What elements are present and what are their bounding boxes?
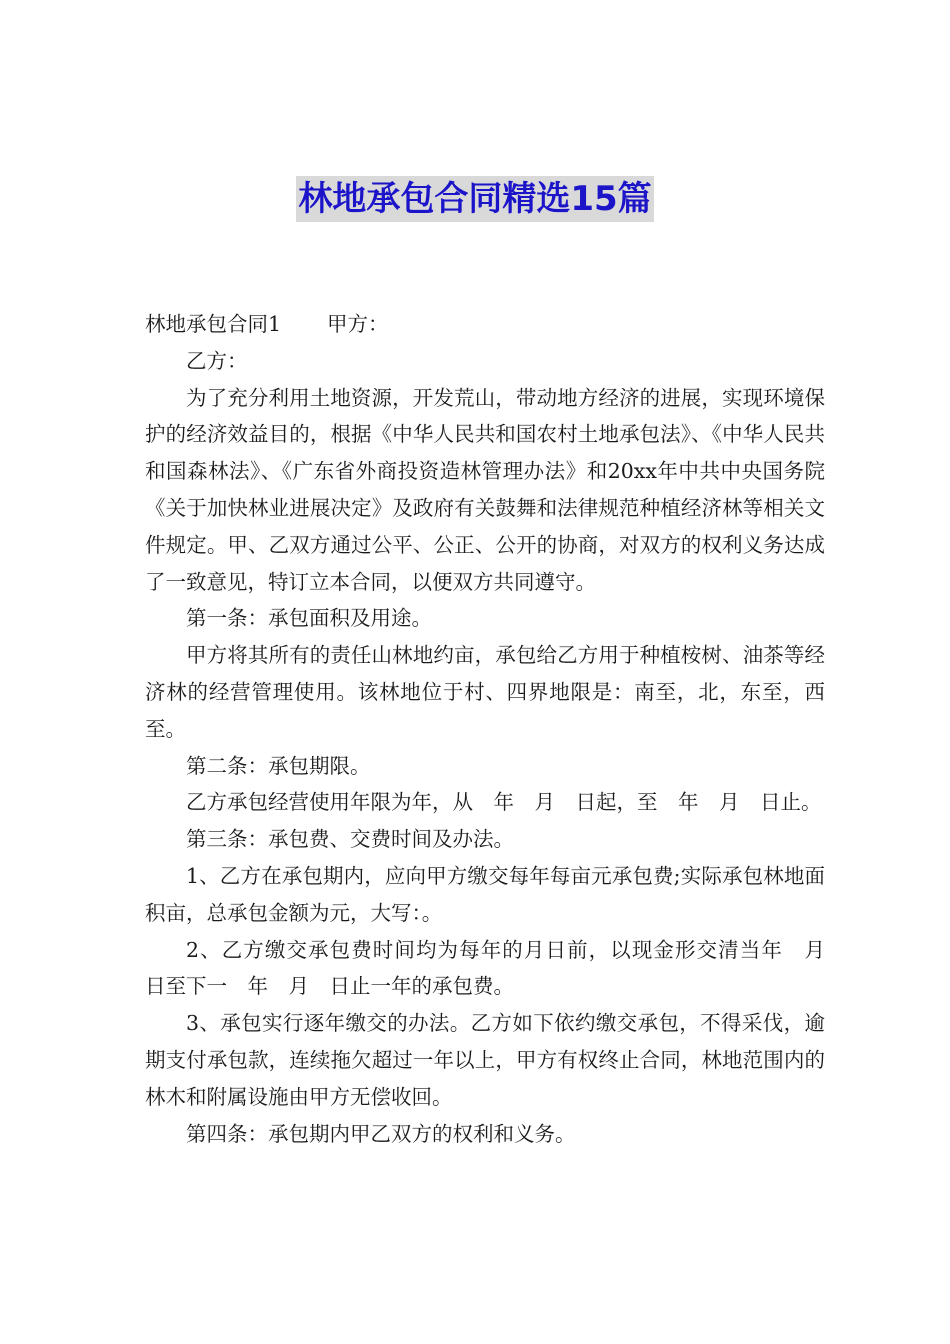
article-3-item-1: 1、乙方在承包期内，应向甲方缴交每年每亩元承包费;实际承包林地面积亩，总承包金额为元，大写：。 — [145, 863, 825, 925]
preamble-paragraph: 为了充分利用土地资源，开发荒山，带动地方经济的进展，实现环境保护的经济效益目的，根据《中华人民共和国农村土地承包法》、《中华人民共和国森林法》、《广东省外商投资造林管理办法》和20xx年中共中央国务院《关于加快林业进展决定》及政府有关鼓舞和法律规范种植经济林等相关文件规定。甲、乙双方通过公平、公正、公开的协商，对双方的权利义务达成了一致意见，特订立本合同，以便双方共同遵守。 — [145, 385, 825, 594]
party-b-paragraph: 乙方： — [186, 348, 248, 373]
document-title: 林地承包合同精选15篇 — [296, 176, 653, 222]
article-1-text: 甲方将其所有的责任山林地约亩，承包给乙方用于种植桉树、油茶等经济林的经营管理使用。该林地位于村、四界地限是：南至，北，东至，西至。 — [145, 643, 825, 741]
party-a-label: 甲方： — [327, 312, 389, 336]
article-3-heading: 第三条：承包费、交费时间及办法。 — [186, 827, 514, 852]
article-3-item-2: 2、乙方缴交承包费时间均为每年的月日前，以现金形交清当年 月 日至下一 年 月 日止一年的承包费。 — [145, 937, 846, 999]
article-2-text: 乙方承包经营使用年限为年，从 年 月 日起，至 年 月 日止。 — [186, 790, 822, 815]
contract-number-label: 林地承包合同1 — [145, 312, 282, 336]
article-4-heading: 第四条：承包期内甲乙双方的权利和义务。 — [186, 1121, 576, 1146]
title-container — [0, 176, 950, 222]
document-body — [145, 306, 846, 1152]
article-3-item-3: 3、承包实行逐年缴交的办法。乙方如下依约缴交承包，不得采伐，逾期支付承包款，连续拖欠超过一年以上，甲方有权终止合同，林地范围内的林木和附属设施由甲方无偿收回。 — [145, 1011, 825, 1109]
contract-heading-line — [145, 306, 825, 343]
article-2-heading: 第二条：承包期限。 — [186, 753, 371, 778]
article-1-heading: 第一条：承包面积及用途。 — [186, 606, 432, 631]
